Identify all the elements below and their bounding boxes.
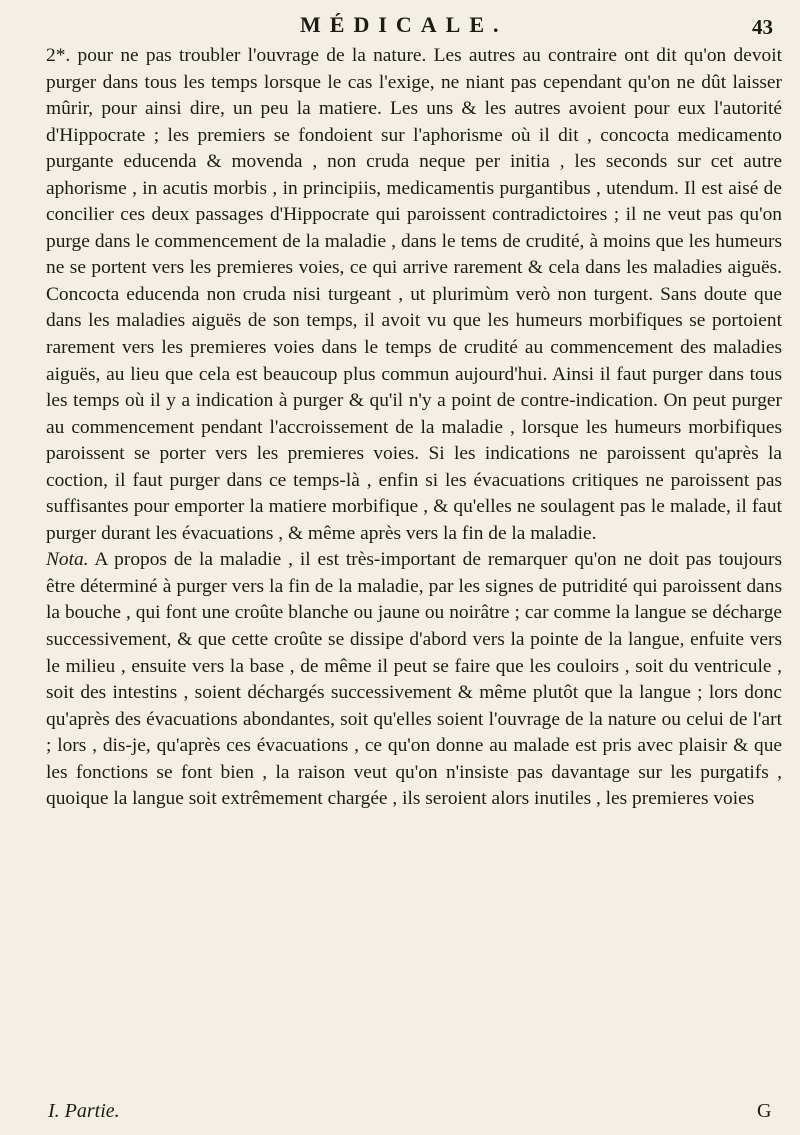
part-label: I. Partie. [48, 1100, 120, 1122]
nota-text: A propos de la maladie , il est très-important de remarquer qu'on ne doit pas toujours être déterminé à purger vers la fin de la maladie, par les signes de putridité qui paroissent dans la bouche , qui font une croûte blanche ou jaune ou noirâtre ; car comme la langue se décharge successivement, & que cette croûte se dissipe d'abord vers la pointe de la langue, enfuite vers le milieu , ensuite vers la base , de même il peut se faire que les couloirs , soit du ventricule , soit des intestins , soient déchargés successivement & même plutôt que la langue ; lors donc qu'après des évacuations abondantes, soit qu'elles soient l'ouvrage de la nature ou celui de l'art ; lors , dis-je, qu'après ces évacuations , ce qu'on donne au malade est pris avec plaisir & que les fonctions se font bien , la raison veut qu'on n'insiste pas davantage sur les purgatifs , quoique la langue soit extrêmement chargée , ils seroient alors inutiles , les premieres voies [46, 549, 782, 810]
running-title: MÉDICALE. [300, 12, 508, 37]
nota-label: Nota. [46, 549, 89, 571]
page-footer [0, 1100, 800, 1130]
page-header [0, 12, 800, 42]
body-text [46, 43, 782, 813]
nota-paragraph [46, 547, 782, 812]
signature-mark: G [757, 1100, 772, 1122]
paragraph-1: 2*. pour ne pas troubler l'ouvrage de la nature. Les autres au contraire ont dit qu'on devoit purger dans tous les temps lorsque le cas l'exige, ne niant pas cependant qu'on ne dût laisser mûrir, pour ainsi dire, un peu la matiere. Les uns & les autres avoient pour eux l'autorité d'Hippocrate ; les premiers se fondoient sur l'aphorisme où il dit , concocta medicamento purgante educenda & movenda , non cruda neque per initia , les seconds sur cet autre aphorisme , in acutis morbis , in principiis, medicamentis purgantibus , utendum. Il est aisé de concilier ces deux passages d'Hippocrate qui paroissent contradictoires ; il ne veut pas qu'on purge dans le commencement de la maladie , dans le tems de crudité, à moins que les humeurs ne se portent vers les premieres voies, ce qui arrive rarement & cela dans les maladies aiguës. Concocta educenda non cruda nisi turgeant , ut plurimùm verò non turgent. Sans doute que dans les maladies aiguës de son temps, il avoit vu que les humeurs morbifiques se portoient rarement vers les premieres voies dans le temps de crudité au commencement des maladies aiguës, au lieu que cela est beaucoup plus commun aujourd'hui. Ainsi il faut purger dans tous les temps où il y a indication à purger & qu'il n'y a point de contre-indication. On peut purger au commencement pendant l'accroissement de la maladie , lorsque les humeurs morbifiques paroissent se porter vers les premieres voies. Si les indications ne paroissent qu'après la coction, il faut purger dans ce temps-là , enfin si les évacuations critiques ne paroissent pas suffisantes pour emporter la matiere morbifique , & qu'elles ne soulagent pas le malade, il faut purger durant les évacuations , & même après vers la fin de la maladie. [46, 45, 782, 544]
page-number: 43 [752, 15, 773, 39]
